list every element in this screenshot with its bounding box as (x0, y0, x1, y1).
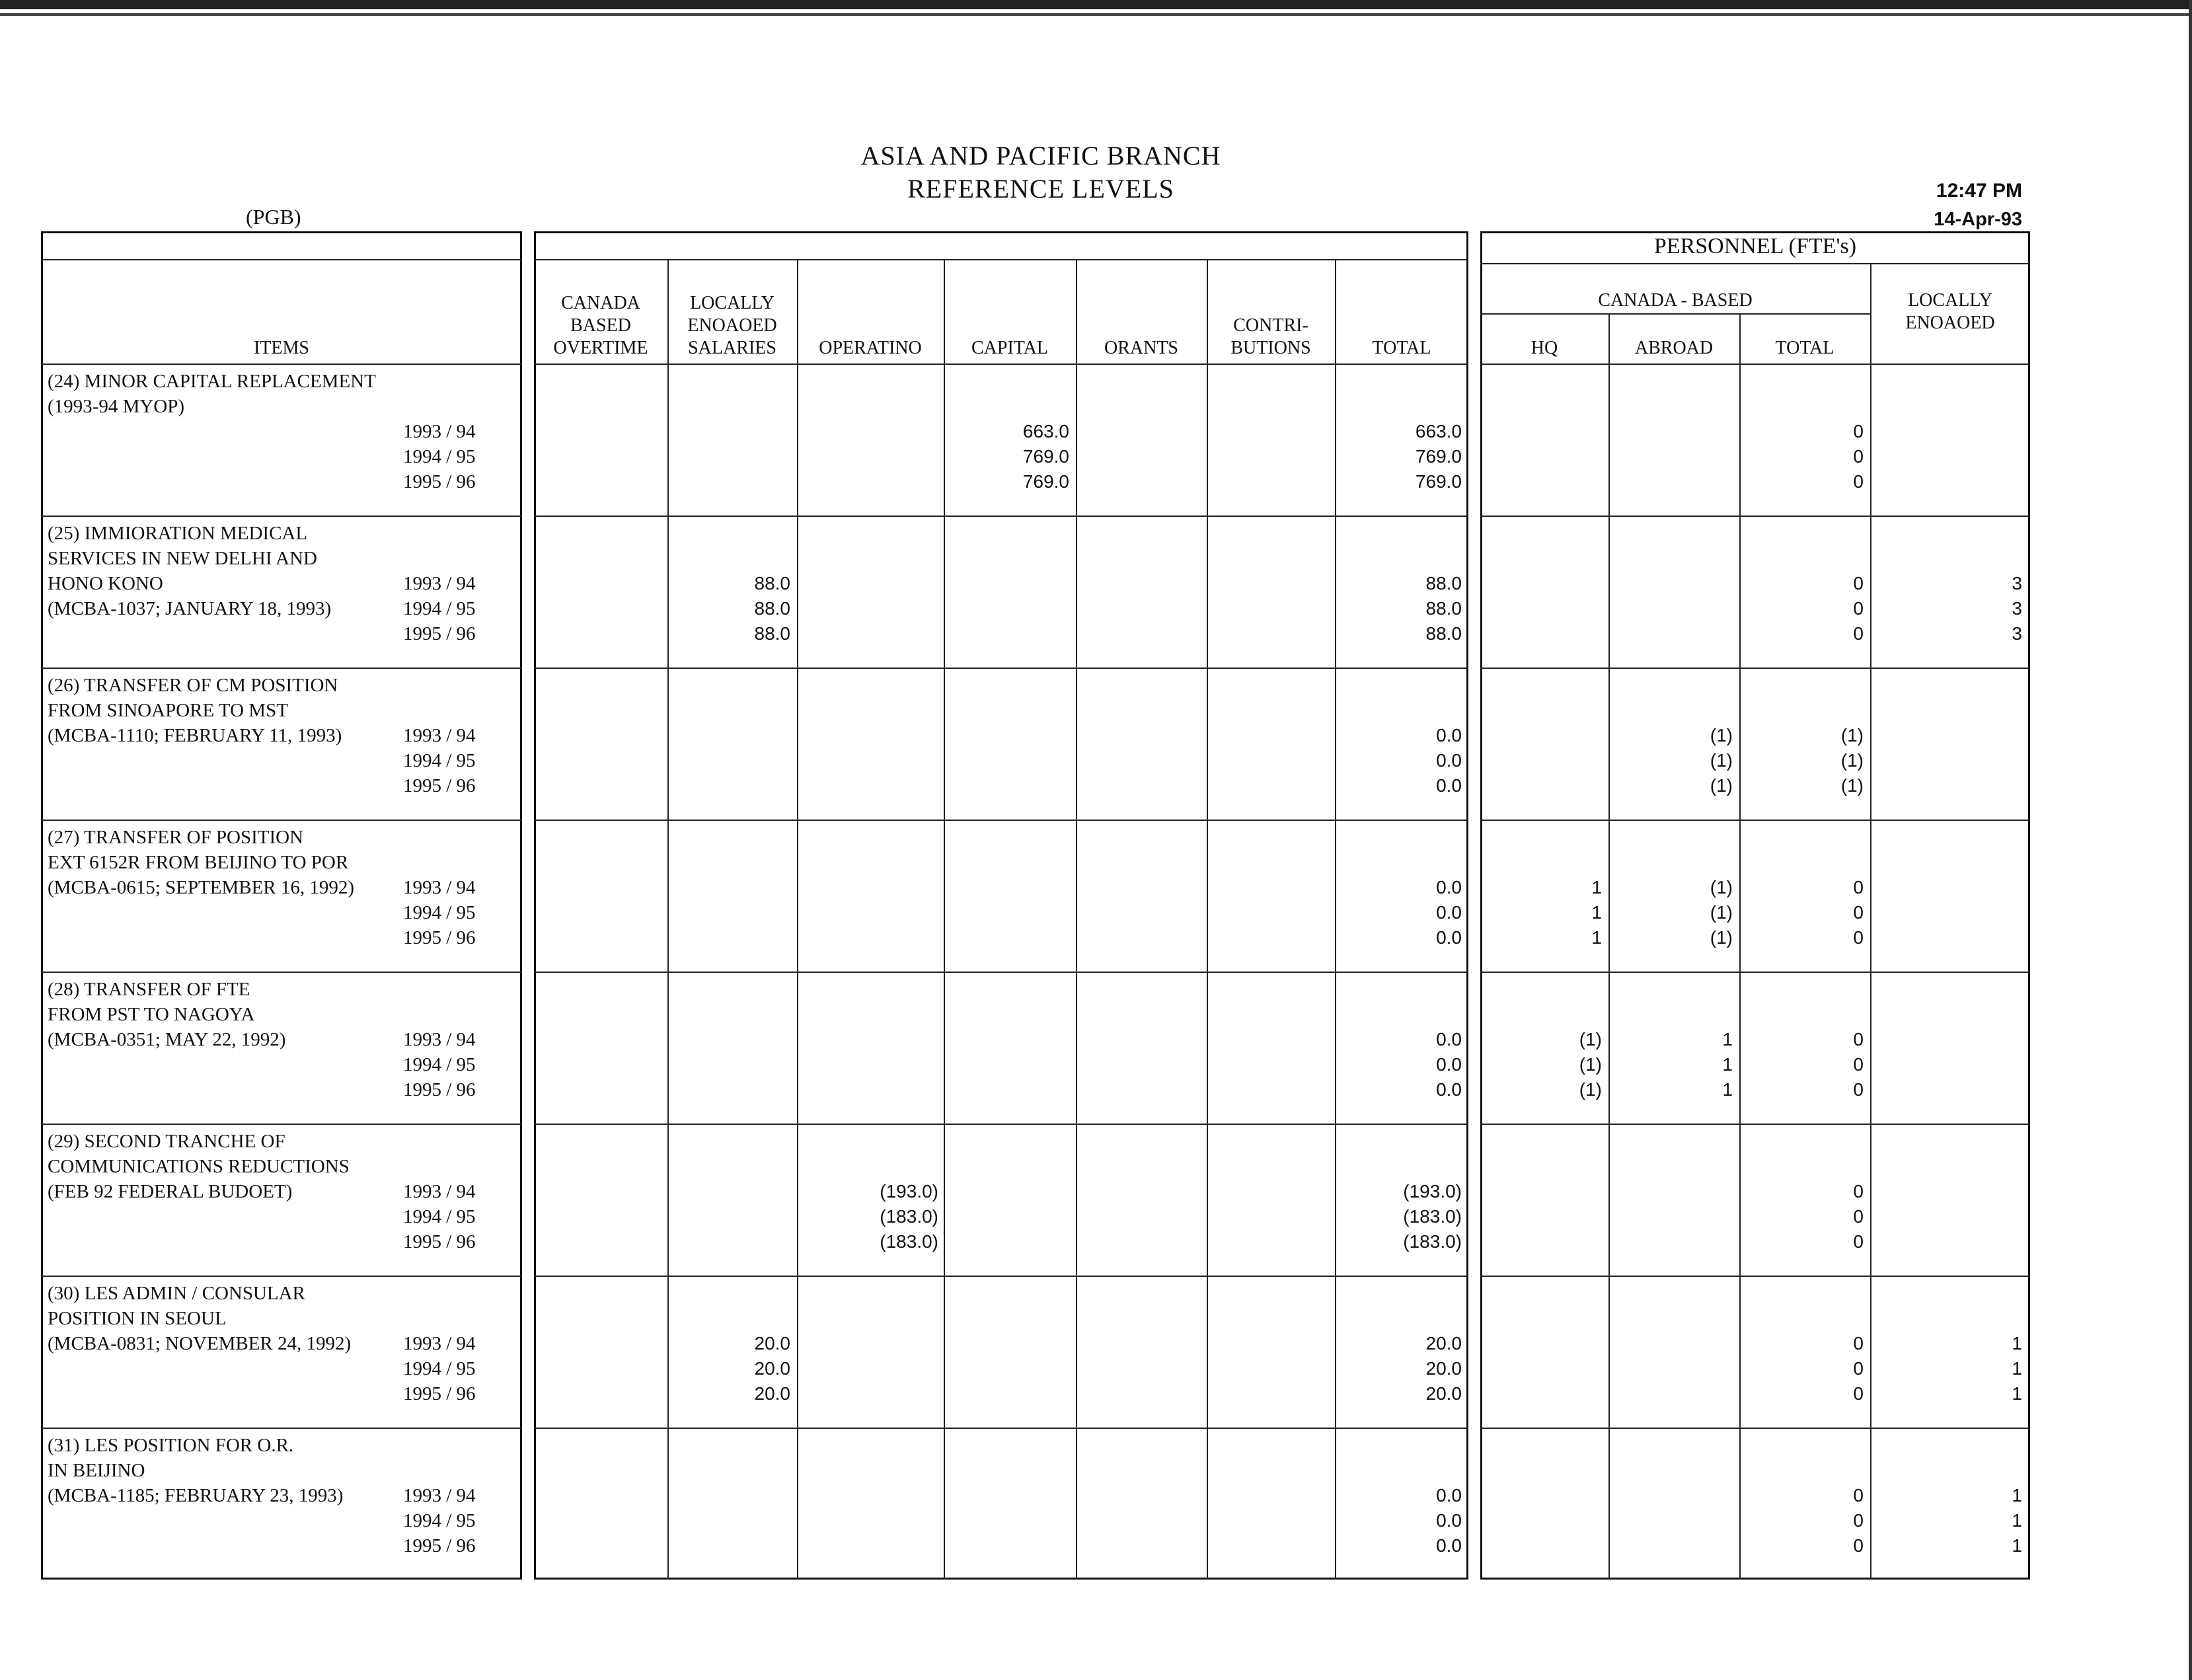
row-separator (1480, 820, 2030, 821)
value-fte-total: 0 (1853, 1485, 1864, 1506)
funding-column-divider (797, 259, 798, 1580)
row-separator (534, 1428, 1468, 1429)
value-locally: 1 (2012, 1333, 2022, 1354)
fiscal-year: 1994 / 95 (403, 1510, 476, 1531)
value-fte-total: 0 (1853, 421, 1864, 441)
item-description-line: SERVICES IN NEW DELHI AND (48, 548, 317, 569)
item-description-line: FROM SINOAPORE TO MST (48, 700, 288, 721)
fiscal-year: 1993 / 94 (403, 1029, 476, 1050)
value-hq: 1 (1591, 877, 1602, 897)
personnel-column-divider (1870, 263, 1871, 1580)
value-fte-total: 0 (1853, 1029, 1864, 1050)
print-time: 12:47 PM (1936, 180, 2022, 202)
header-grants: ORANTS (1104, 338, 1178, 358)
value-total: 0.0 (1436, 750, 1462, 771)
item-description-line: (MCBA-1185; FEBRUARY 23, 1993) (48, 1485, 344, 1506)
scan-top-border-secondary (0, 13, 2192, 16)
value-total: 0.0 (1436, 877, 1462, 897)
item-description-line: (29) SECOND TRANCHE OF (48, 1131, 285, 1152)
fiscal-year: 1995 / 96 (403, 471, 476, 492)
row-separator (534, 1276, 1468, 1277)
value-capital: 663.0 (1022, 421, 1069, 441)
fiscal-year: 1995 / 96 (403, 623, 476, 644)
value-fte-total: 0 (1853, 1054, 1864, 1075)
value-locally: 3 (2012, 598, 2022, 619)
row-separator (1480, 668, 2030, 669)
row-separator (41, 972, 522, 973)
row-separator (1480, 515, 2030, 517)
value-abroad: (1) (1710, 927, 1733, 948)
header-separator (41, 363, 522, 365)
row-separator (534, 820, 1468, 821)
fiscal-year: 1995 / 96 (403, 1383, 476, 1404)
fiscal-year: 1993 / 94 (403, 573, 476, 594)
item-description-line: (MCBA-0831; NOVEMBER 24, 1992) (48, 1333, 352, 1354)
fiscal-year: 1994 / 95 (403, 1206, 476, 1227)
items-header: ITEMS (254, 338, 309, 358)
value-fte-total: 0 (1853, 902, 1864, 923)
item-description-line: (1993-94 MYOP) (48, 396, 185, 417)
value-fte-total: 0 (1853, 1231, 1864, 1252)
value-total: 663.0 (1415, 421, 1462, 441)
value-operating: (183.0) (880, 1206, 938, 1227)
value-fte-total: 0 (1853, 623, 1864, 644)
item-description-line: POSITION IN SEOUL (48, 1308, 227, 1329)
fiscal-year: 1993 / 94 (403, 1333, 476, 1354)
value-fte-total: 0 (1853, 1383, 1864, 1404)
value-fte-total: 0 (1853, 1358, 1864, 1379)
value-total: 0.0 (1436, 927, 1462, 948)
row-separator (534, 668, 1468, 669)
value-hq: (1) (1579, 1054, 1602, 1075)
item-description-line: (24) MINOR CAPITAL REPLACEMENT (48, 371, 376, 392)
item-description-line: (26) TRANSFER OF CM POSITION (48, 675, 338, 696)
fiscal-year: 1994 / 95 (403, 598, 476, 619)
item-description-line: (30) LES ADMIN / CONSULAR (48, 1283, 305, 1304)
funding-header-strip-line (534, 259, 1468, 260)
value-hq: 1 (1591, 902, 1602, 923)
value-abroad: (1) (1710, 877, 1733, 897)
value-total: 0.0 (1436, 1535, 1462, 1556)
value-total: 0.0 (1436, 1029, 1462, 1050)
item-description-line: COMMUNICATIONS REDUCTIONS (48, 1156, 350, 1177)
value-total: 0.0 (1436, 1485, 1462, 1506)
row-separator (1480, 1428, 2030, 1429)
value-fte-total: (1) (1840, 725, 1864, 745)
value-operating: (183.0) (880, 1231, 938, 1252)
value-fte-total: 0 (1853, 598, 1864, 619)
row-separator (41, 515, 522, 517)
value-salaries: 88.0 (754, 598, 790, 619)
value-total: 20.0 (1425, 1383, 1462, 1404)
value-abroad: (1) (1710, 902, 1733, 923)
value-fte-total: 0 (1853, 1181, 1864, 1202)
header-separator (534, 363, 1468, 365)
value-fte-total: 0 (1853, 927, 1864, 948)
value-total: 0.0 (1436, 1079, 1462, 1100)
value-locally: 1 (2012, 1535, 2022, 1556)
row-separator (41, 820, 522, 821)
canada-based-underline (1480, 313, 1870, 315)
value-capital: 769.0 (1022, 446, 1069, 467)
fiscal-year: 1993 / 94 (403, 1181, 476, 1202)
item-description-line: (FEB 92 FEDERAL BUDOET) (48, 1181, 293, 1202)
value-fte-total: 0 (1853, 1333, 1864, 1354)
scan-right-edge (2189, 0, 2192, 1680)
print-date: 14-Apr-93 (1934, 209, 2022, 230)
value-total: 88.0 (1425, 573, 1462, 593)
scan-top-border (0, 0, 2192, 9)
funding-column-divider (1076, 259, 1077, 1580)
canada-based-header: CANADA - BASED (1598, 290, 1753, 311)
item-description-line: (MCBA-1110; FEBRUARY 11, 1993) (48, 725, 342, 746)
value-fte-total: 0 (1853, 1079, 1864, 1100)
items-header-strip-line (41, 259, 522, 260)
value-total: (193.0) (1403, 1181, 1462, 1202)
value-hq: (1) (1579, 1029, 1602, 1050)
value-fte-total: 0 (1853, 573, 1864, 593)
value-locally: 1 (2012, 1485, 2022, 1506)
fiscal-year: 1993 / 94 (403, 877, 476, 898)
item-description-line: HONO KONO (48, 573, 163, 594)
value-total: 20.0 (1425, 1358, 1462, 1379)
value-locally: 3 (2012, 573, 2022, 593)
fiscal-year: 1994 / 95 (403, 1054, 476, 1075)
item-description-line: FROM PST TO NAGOYA (48, 1004, 255, 1025)
value-capital: 769.0 (1022, 471, 1069, 492)
item-description-line: (MCBA-0351; MAY 22, 1992) (48, 1029, 286, 1050)
value-abroad: (1) (1710, 775, 1733, 796)
header-abroad: ABROAD (1634, 338, 1714, 358)
header-total: TOTAL (1372, 338, 1431, 358)
row-separator (1480, 1124, 2030, 1125)
value-fte-total: 0 (1853, 877, 1864, 897)
item-description-line: EXT 6152R FROM BEIJINO TO POR (48, 852, 349, 873)
value-total: 0.0 (1436, 775, 1462, 796)
item-description-line: (28) TRANSFER OF FTE (48, 979, 250, 1000)
header-operating: OPERATINO (819, 338, 922, 358)
fiscal-year: 1993 / 94 (403, 1485, 476, 1506)
value-abroad: 1 (1722, 1029, 1733, 1050)
value-fte-total: 0 (1853, 1535, 1864, 1556)
value-abroad: 1 (1722, 1054, 1733, 1075)
fiscal-year: 1995 / 96 (403, 1079, 476, 1100)
header-separator (1480, 363, 2030, 365)
fiscal-year: 1993 / 94 (403, 725, 476, 746)
funding-column-divider (1207, 259, 1208, 1580)
value-fte-total: 0 (1853, 471, 1864, 492)
fiscal-year: 1993 / 94 (403, 421, 476, 442)
value-total: 0.0 (1436, 1510, 1462, 1531)
value-total: 88.0 (1425, 623, 1462, 644)
fiscal-year: 1995 / 96 (403, 1231, 476, 1252)
document-subtitle: REFERENCE LEVELS (907, 174, 1174, 204)
row-separator (534, 515, 1468, 517)
item-description-line: IN BEIJINO (48, 1460, 145, 1481)
row-separator (41, 1124, 522, 1125)
fiscal-year: 1994 / 95 (403, 1358, 476, 1379)
value-hq: (1) (1579, 1079, 1602, 1100)
value-abroad: 1 (1722, 1079, 1733, 1100)
personnel-header: PERSONNEL (FTE's) (1653, 234, 1857, 258)
value-abroad: (1) (1710, 750, 1733, 771)
value-salaries: 20.0 (754, 1383, 790, 1404)
row-separator (41, 1428, 522, 1429)
value-total: 20.0 (1425, 1333, 1462, 1354)
fiscal-year: 1995 / 96 (403, 1535, 476, 1556)
value-total: 0.0 (1436, 725, 1462, 745)
value-total: 769.0 (1415, 471, 1462, 492)
value-total: (183.0) (1403, 1206, 1462, 1227)
value-salaries: 88.0 (754, 573, 790, 593)
value-locally: 1 (2012, 1383, 2022, 1404)
value-locally: 3 (2012, 623, 2022, 644)
row-separator (534, 972, 1468, 973)
item-description-line: (31) LES POSITION FOR O.R. (48, 1435, 294, 1456)
value-locally: 1 (2012, 1358, 2022, 1379)
value-salaries: 20.0 (754, 1358, 790, 1379)
value-total: 0.0 (1436, 1054, 1462, 1075)
value-total: 769.0 (1415, 446, 1462, 467)
row-separator (41, 668, 522, 669)
value-hq: 1 (1591, 927, 1602, 948)
value-salaries: 88.0 (754, 623, 790, 644)
value-total: 0.0 (1436, 902, 1462, 923)
row-separator (1480, 1276, 2030, 1277)
item-description-line: (25) IMMIORATION MEDICAL (48, 523, 308, 544)
header-contributions: CONTRI- BUTIONS (1230, 315, 1311, 358)
value-total: (183.0) (1403, 1231, 1462, 1252)
fiscal-year: 1994 / 95 (403, 902, 476, 923)
row-separator (534, 1124, 1468, 1125)
value-total: 88.0 (1425, 598, 1462, 619)
value-operating: (193.0) (880, 1181, 938, 1202)
branch-code: (PGB) (246, 205, 301, 229)
value-fte-total: (1) (1840, 750, 1864, 771)
fiscal-year: 1995 / 96 (403, 775, 476, 796)
header-locally-engaged: LOCALLY ENOAOED (1905, 290, 1995, 333)
row-separator (1480, 972, 2030, 973)
header-capital: CAPITAL (971, 338, 1048, 358)
header-hq: HQ (1531, 338, 1558, 358)
header-salaries: LOCALLY ENOAOED SALARIES (687, 293, 777, 358)
item-description-line: (MCBA-1037; JANUARY 18, 1993) (48, 598, 332, 619)
fiscal-year: 1994 / 95 (403, 446, 476, 467)
value-fte-total: 0 (1853, 1510, 1864, 1531)
item-description-line: (27) TRANSFER OF POSITION (48, 827, 303, 848)
document-title: ASIA AND PACIFIC BRANCH (860, 141, 1221, 171)
fiscal-year: 1994 / 95 (403, 750, 476, 771)
fiscal-year: 1995 / 96 (403, 927, 476, 948)
value-fte-total: 0 (1853, 446, 1864, 467)
value-abroad: (1) (1710, 725, 1733, 745)
value-salaries: 20.0 (754, 1333, 790, 1354)
value-fte-total: (1) (1840, 775, 1864, 796)
personnel-header-strip-line (1480, 263, 2030, 264)
header-overtime: CANADA BASED OVERTIME (553, 293, 648, 358)
value-locally: 1 (2012, 1510, 2022, 1531)
value-fte-total: 0 (1853, 1206, 1864, 1227)
header-fte-total: TOTAL (1775, 338, 1834, 358)
row-separator (41, 1276, 522, 1277)
item-description-line: (MCBA-0615; SEPTEMBER 16, 1992) (48, 877, 355, 898)
